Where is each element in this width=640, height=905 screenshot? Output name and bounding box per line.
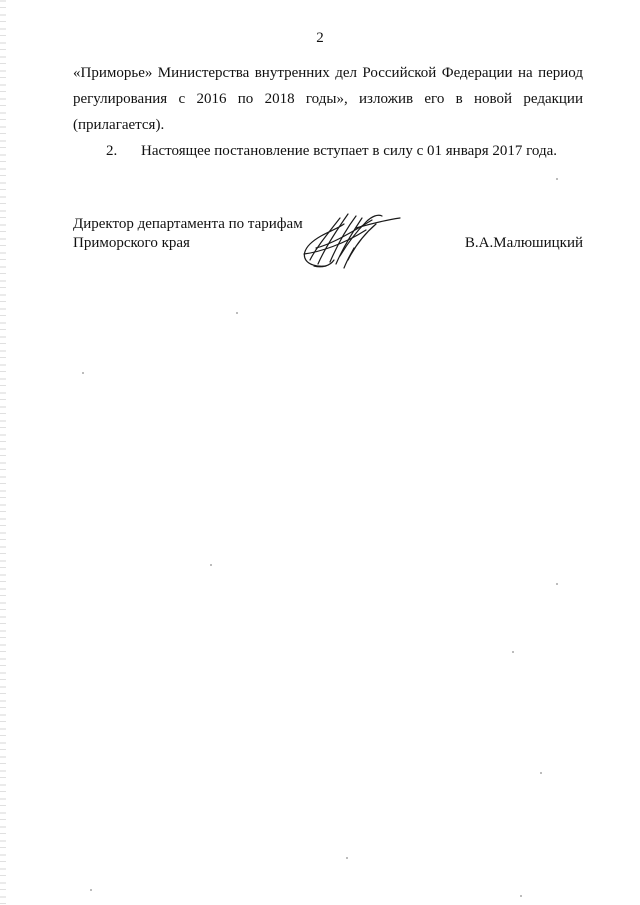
signer-position-line-1: Директор департамента по тарифам [73, 216, 303, 232]
handwritten-signature-icon [296, 208, 406, 274]
paragraph-number: 2. [106, 143, 118, 159]
scan-speck [512, 651, 514, 653]
paragraph-continuation: «Приморье» Министерства внутренних дел Российской Федерации на период регулирования с 2016 по 2018 годы», изложив его в новой редакции (прилагается). [73, 65, 583, 133]
signer-position-line-2: Приморского края [73, 235, 190, 251]
scan-speck [82, 372, 84, 374]
scan-speck [556, 583, 558, 585]
scan-speck [236, 312, 238, 314]
paragraph-effective-date [73, 138, 583, 164]
scan-speck [520, 895, 522, 897]
signer-name: В.А.Малюшицкий [464, 235, 583, 251]
scan-speck [210, 564, 212, 566]
paragraph-text: Настоящее постановление вступает в силу с 01 января 2017 года. [141, 143, 558, 159]
scan-speck [556, 178, 558, 180]
scan-speck [540, 772, 542, 774]
page-number: 2 [316, 30, 324, 46]
scan-edge-artifact [0, 0, 6, 905]
scan-speck [90, 889, 92, 891]
scan-speck [346, 857, 348, 859]
